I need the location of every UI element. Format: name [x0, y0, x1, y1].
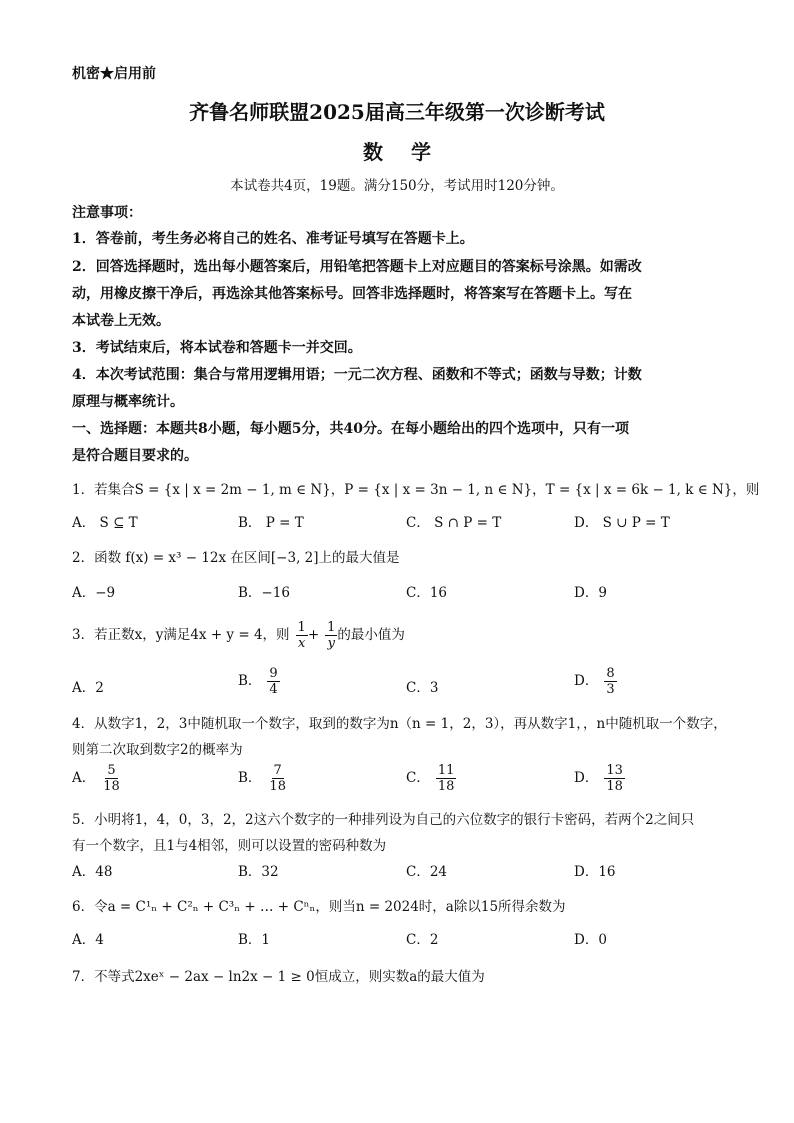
question-2-stem: 2．函数 f(x) = x³ − 12x 在区间[−3, 2]上的最大值是 [72, 550, 400, 566]
q1-option-d: D． S ∪ P = T [574, 515, 670, 531]
notice-line: 原理与概率统计。 [72, 394, 184, 410]
q3-fraction-1: $\frac{1}{x}$ [297, 620, 306, 651]
q3-stem-post: 的最小值为 [337, 627, 405, 643]
q5-option-b: B．32 [238, 864, 279, 880]
q6-option-a: A．4 [72, 932, 104, 948]
notice-line: 3．考试结束后，将本试卷和答题卡一并交回。 [72, 340, 362, 356]
q5-option-a: A．48 [72, 864, 113, 880]
q4-option-a: A． $\frac{5}{18}$ [72, 763, 120, 794]
q2-option-c: C．16 [406, 585, 448, 601]
q5-option-c: C．24 [406, 864, 448, 880]
subject-title: 数学 [363, 140, 459, 164]
question-5-line-1: 5．小明将1，4，0，3，2，2这六个数字的一种排列设为自己的六位数字的银行卡密码，若两个2之间只 [72, 812, 695, 828]
q2-option-d: D．9 [574, 585, 607, 601]
q1-option-b: B． P = T [238, 515, 304, 531]
question-4-line-1: 4．从数字1，2，3中随机取一个数字，取到的数字为n（n = 1，2，3），再从数字1，，n中随机取一个数字， [72, 716, 727, 732]
q6-option-c: C．2 [406, 932, 439, 948]
notice-heading: 注意事项： [72, 205, 142, 221]
q4-option-b: B． $\frac{7}{18}$ [238, 763, 286, 794]
q3-option-a: A．2 [72, 680, 104, 696]
question-1-stem: 1．若集合S = {x | x = 2m − 1, m ∈ N}，P = {x | x = 3n − 1, n ∈ N}，T = {x | x = 6k − 1, k ∈ N}，则 [72, 482, 760, 498]
exam-info: 本试卷共4页，19题。满分150分，考试用时120分钟。 [230, 178, 564, 194]
q3-stem-pre: 3．若正数x，y满足4x + y = 4，则 [72, 627, 290, 643]
section-heading: 是符合题目要求的。 [72, 448, 198, 464]
q2-option-a: A．−9 [72, 585, 116, 601]
exam-title: 齐鲁名师联盟2025届高三年级第一次诊断考试 [189, 100, 605, 124]
q3-fraction-2: $\frac{1}{y}$ [327, 620, 336, 651]
q1-option-c: C． S ∩ P = T [406, 515, 502, 531]
notice-line: 本试卷上无效。 [72, 313, 170, 329]
q4-option-d: D． $\frac{13}{18}$ [574, 763, 623, 794]
notice-line: 2．回答选择题时，选出每小题答案后，用铅笔把答题卡上对应题目的答案标号涂黑。如需改 [72, 259, 642, 275]
q5-option-d: D．16 [574, 864, 616, 880]
notice-line: 4．本次考试范围：集合与常用逻辑用语；一元二次方程、函数和不等式；函数与导数；计数 [72, 367, 642, 383]
q6-option-b: B．1 [238, 932, 271, 948]
q3-option-d: D． $\frac{8}{3}$ [574, 666, 615, 697]
q3-plus: + [307, 627, 320, 643]
question-3-stem [72, 618, 405, 652]
q3-option-b: B． $\frac{9}{4}$ [238, 666, 278, 697]
q6-option-d: D．0 [574, 932, 607, 948]
question-7-stem: 7．不等式2xeˣ − 2ax − ln2x − 1 ≥ 0恒成立，则实数a的最大值为 [72, 969, 485, 985]
question-5-line-2: 有一个数字，且1与4相邻，则可以设置的密码种数为 [72, 838, 387, 854]
question-6-stem: 6．令a = C¹ₙ + C²ₙ + C³ₙ + … + Cⁿₙ，则当n = 2024时，a除以15所得余数为 [72, 899, 566, 915]
q2-option-b: B．−16 [238, 585, 290, 601]
section-heading: 一、选择题：本题共8小题，每小题5分，共40分。在每小题给出的四个选项中，只有一项 [72, 421, 629, 437]
q4-option-c: C． $\frac{11}{18}$ [406, 763, 455, 794]
secret-mark: 机密★启用前 [72, 66, 156, 82]
q3-option-c: C．3 [406, 680, 439, 696]
q1-option-a: A． S ⊆ T [72, 515, 138, 531]
notice-line: 1．答卷前，考生务必将自己的姓名、准考证号填写在答题卡上。 [72, 231, 474, 247]
notice-line: 动，用橡皮擦干净后，再选涂其他答案标号。回答非选择题时，将答案写在答题卡上。写在 [72, 286, 632, 302]
question-4-line-2: 则第二次取到数字2的概率为 [72, 742, 243, 758]
